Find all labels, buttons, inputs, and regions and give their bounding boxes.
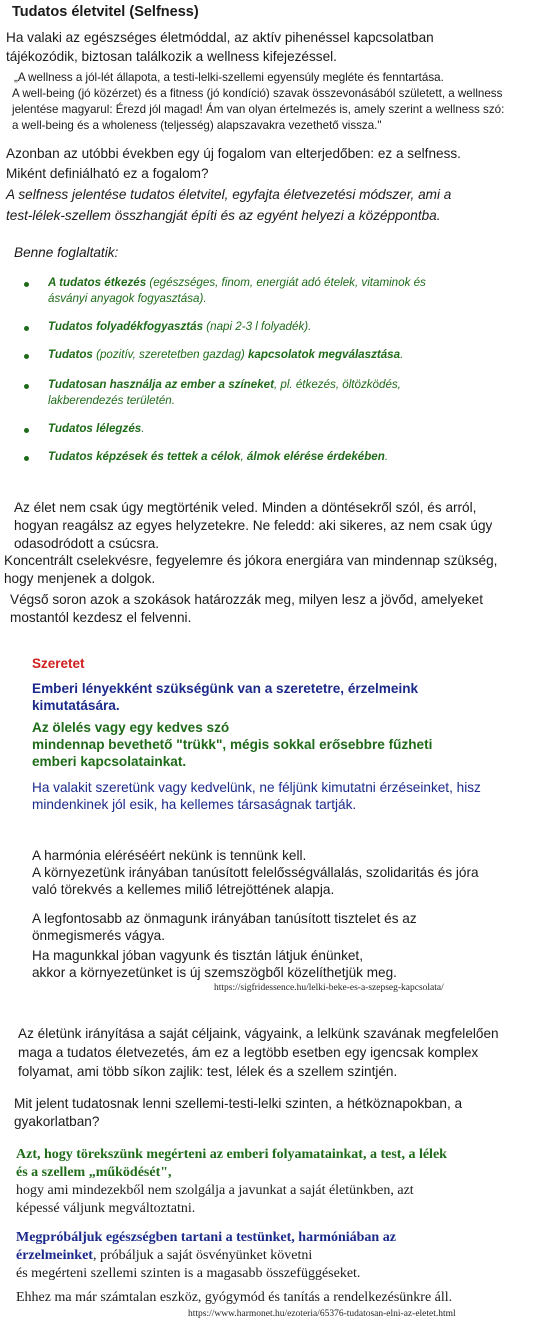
bullet-dot-icon bbox=[24, 384, 29, 389]
selfness-line-1: Azonban az utóbbi években egy új fogalom van elterjedőben: ez a selfness. bbox=[6, 146, 461, 161]
health-bold-1: Megpróbáljuk egészségben tartani a testünket, harmóniában az bbox=[16, 1230, 396, 1245]
source-link-2[interactable]: https://www.harmonet.hu/ezoteria/65376-tudatosan-elni-az-eletet.html bbox=[188, 1309, 456, 1319]
peace-line-2: akkor a környezetünket is új szemszögből közelíthetjük meg. bbox=[32, 965, 397, 980]
bullet-dot-icon bbox=[24, 282, 29, 287]
direction-line-1: Az életünk irányítása a saját céljaink, vágyaink, a lelkünk szavának megfelelően bbox=[18, 1026, 499, 1041]
habits-line-2: mostantól kezdesz el felvenni. bbox=[10, 610, 192, 625]
answer-green-2: és a szellem „működését", bbox=[16, 1165, 172, 1180]
answer-green-1: Azt, hogy törekszünk megérteni az emberi folyamatainkat, a test, a lélek bbox=[16, 1147, 447, 1162]
question-line-2: gyakorlatban? bbox=[14, 1114, 100, 1129]
love-blue-1: Emberi lényekként szükségünk van a szeretetre, érzelmeink bbox=[32, 681, 419, 696]
love-note-1: Ha valakit szeretünk vagy kedvelünk, ne féljünk kimutatni érzéseinket, hisz bbox=[32, 780, 481, 795]
bullet-item-1: A tudatos étkezés (egészséges, finom, energiát adó ételek, vitaminok és bbox=[48, 276, 426, 289]
habits-line-1: Végső soron azok a szokások határozzák meg, milyen lesz a jövőd, amelyeket bbox=[10, 592, 483, 607]
health-line-2: érzelmeinket, próbáljuk a saját ösvényünket követni bbox=[16, 1248, 313, 1263]
love-title: Szeretet bbox=[32, 656, 85, 671]
question-line-1: Mit jelent tudatosnak lenni szellemi-testi-lelki szinten, a hétköznapokban, a bbox=[14, 1096, 463, 1111]
life-line-3: odasodródott a csúcsra. bbox=[14, 536, 160, 551]
peace-line-1: Ha magunkkal jóban vagyunk és tisztán látjuk énünket, bbox=[32, 948, 363, 963]
bullet-item-4: Tudatosan használja az ember a színeket, pl. étkezés, öltözködés, bbox=[48, 378, 401, 391]
selfness-def-1: A selfness jelentése tudatos életvitel, egyfajta életvezetési módszer, ami a bbox=[6, 187, 452, 202]
bullet-dot-icon bbox=[24, 456, 29, 461]
selfness-def-2: test-lélek-szellem összhangját építi és az egyént helyezi a középpontba. bbox=[6, 208, 441, 223]
bullet-dot-icon bbox=[24, 326, 29, 331]
health-line-3: és megérteni szellemi szinten is a magasabb összefüggéseket. bbox=[16, 1266, 361, 1281]
respect-line-2: önmegismerés vágya. bbox=[32, 928, 165, 943]
life-line-1: Az élet nem csak úgy megtörténik veled. Minden a döntésekről szól, és arról, bbox=[14, 500, 477, 515]
bullet-item-4-cont: lakberendezés területén. bbox=[48, 394, 175, 407]
quote-line-2: A well-being (jó közérzet) és a fitness (jó kondíció) szavak összevonásából született, a wellness bbox=[12, 87, 503, 100]
answer-rest-2: képessé váljunk megváltoztatni. bbox=[16, 1201, 196, 1216]
bullet-item-1-cont: ásványi anyagok fogyasztása). bbox=[48, 292, 207, 305]
includes-label: Benne foglaltatik: bbox=[14, 245, 119, 260]
focus-line-1: Koncentrált cselekvésre, fegyelemre és jókora energiára van mindennap szükség, bbox=[4, 553, 498, 568]
tools-line: Ehhez ma már számtalan eszköz, gyógymód és tanítás a rendelkezésünkre áll. bbox=[16, 1290, 453, 1305]
love-blue-2: kimutatására. bbox=[32, 698, 120, 713]
selfness-line-2: Miként definiálható ez a fogalom? bbox=[6, 166, 209, 181]
love-green-3: emberi kapcsolatainkat. bbox=[32, 754, 187, 769]
bullet-item-3: Tudatos (pozitív, szeretetben gazdag) kapcsolatok megválasztása. bbox=[48, 348, 404, 361]
page-title: Tudatos életvitel (Selfness) bbox=[12, 4, 199, 20]
focus-line-2: hogy menjenek a dolgok. bbox=[4, 571, 156, 586]
harmony-line-3: való törekvés a kellemes miliő létrejöttének alapja. bbox=[32, 882, 335, 897]
quote-line-4: a well-being és a wholeness (teljesség) alapszavakra vezethető vissza." bbox=[12, 119, 382, 132]
life-line-2: hogyan reagálsz az egyes helyzetekre. Ne feledd: aki sikeres, az nem csak úgy bbox=[14, 518, 493, 533]
answer-rest-1: hogy ami mindezekből nem szolgálja a javunkat a saját életünkben, azt bbox=[16, 1183, 414, 1198]
direction-line-2: maga a tudatos életvezetés, ám ez a legtöbb esetben egy igencsak komplex bbox=[18, 1045, 479, 1060]
love-green-1: Az ölelés vagy egy kedves szó bbox=[32, 720, 230, 735]
source-link-1[interactable]: https://sigfridessence.hu/lelki-beke-es-a-szepseg-kapcsolata/ bbox=[214, 983, 444, 993]
quote-line-3: jelentése magyarul: Érezd jól magad! Ám van olyan értelmezés is, amely szerint a wellness szó: bbox=[12, 103, 505, 116]
bullet-item-6: Tudatos képzések és tettek a célok, álmok elérése érdekében. bbox=[48, 450, 389, 463]
bullet-item-5: Tudatos lélegzés. bbox=[48, 422, 145, 435]
bullet-dot-icon bbox=[24, 428, 29, 433]
quote-line-1: „A wellness a jól-lét állapota, a testi-lelki-szellemi egyensúly megléte és fenntartása. bbox=[14, 71, 444, 84]
intro-line-2: tájékozódik, biztosan találkozik a wellness kifejezéssel. bbox=[6, 49, 337, 64]
bullet-dot-icon bbox=[24, 354, 29, 359]
harmony-line-1: A harmónia eléréséért nekünk is tennünk kell. bbox=[32, 848, 307, 863]
intro-line-1: Ha valaki az egészséges életmóddal, az aktív pihenéssel kapcsolatban bbox=[6, 30, 434, 45]
harmony-line-2: A környezetünk irányában tanúsított felelősségvállalás, szolidaritás és jóra bbox=[32, 865, 479, 880]
direction-line-3: folyamat, ami több síkon zajlik: test, lélek és a szellem szintjén. bbox=[18, 1064, 398, 1079]
bullet-item-2: Tudatos folyadékfogyasztás (napi 2-3 l folyadék). bbox=[48, 320, 312, 333]
love-note-2: mindenkinek jól esik, ha kellemes társaságnak tartják. bbox=[32, 797, 357, 812]
respect-line-1: A legfontosabb az önmagunk irányában tanúsított tisztelet és az bbox=[32, 911, 417, 926]
love-green-2: mindennap bevethető "trükk", mégis sokkal erősebbre fűzheti bbox=[32, 737, 433, 752]
